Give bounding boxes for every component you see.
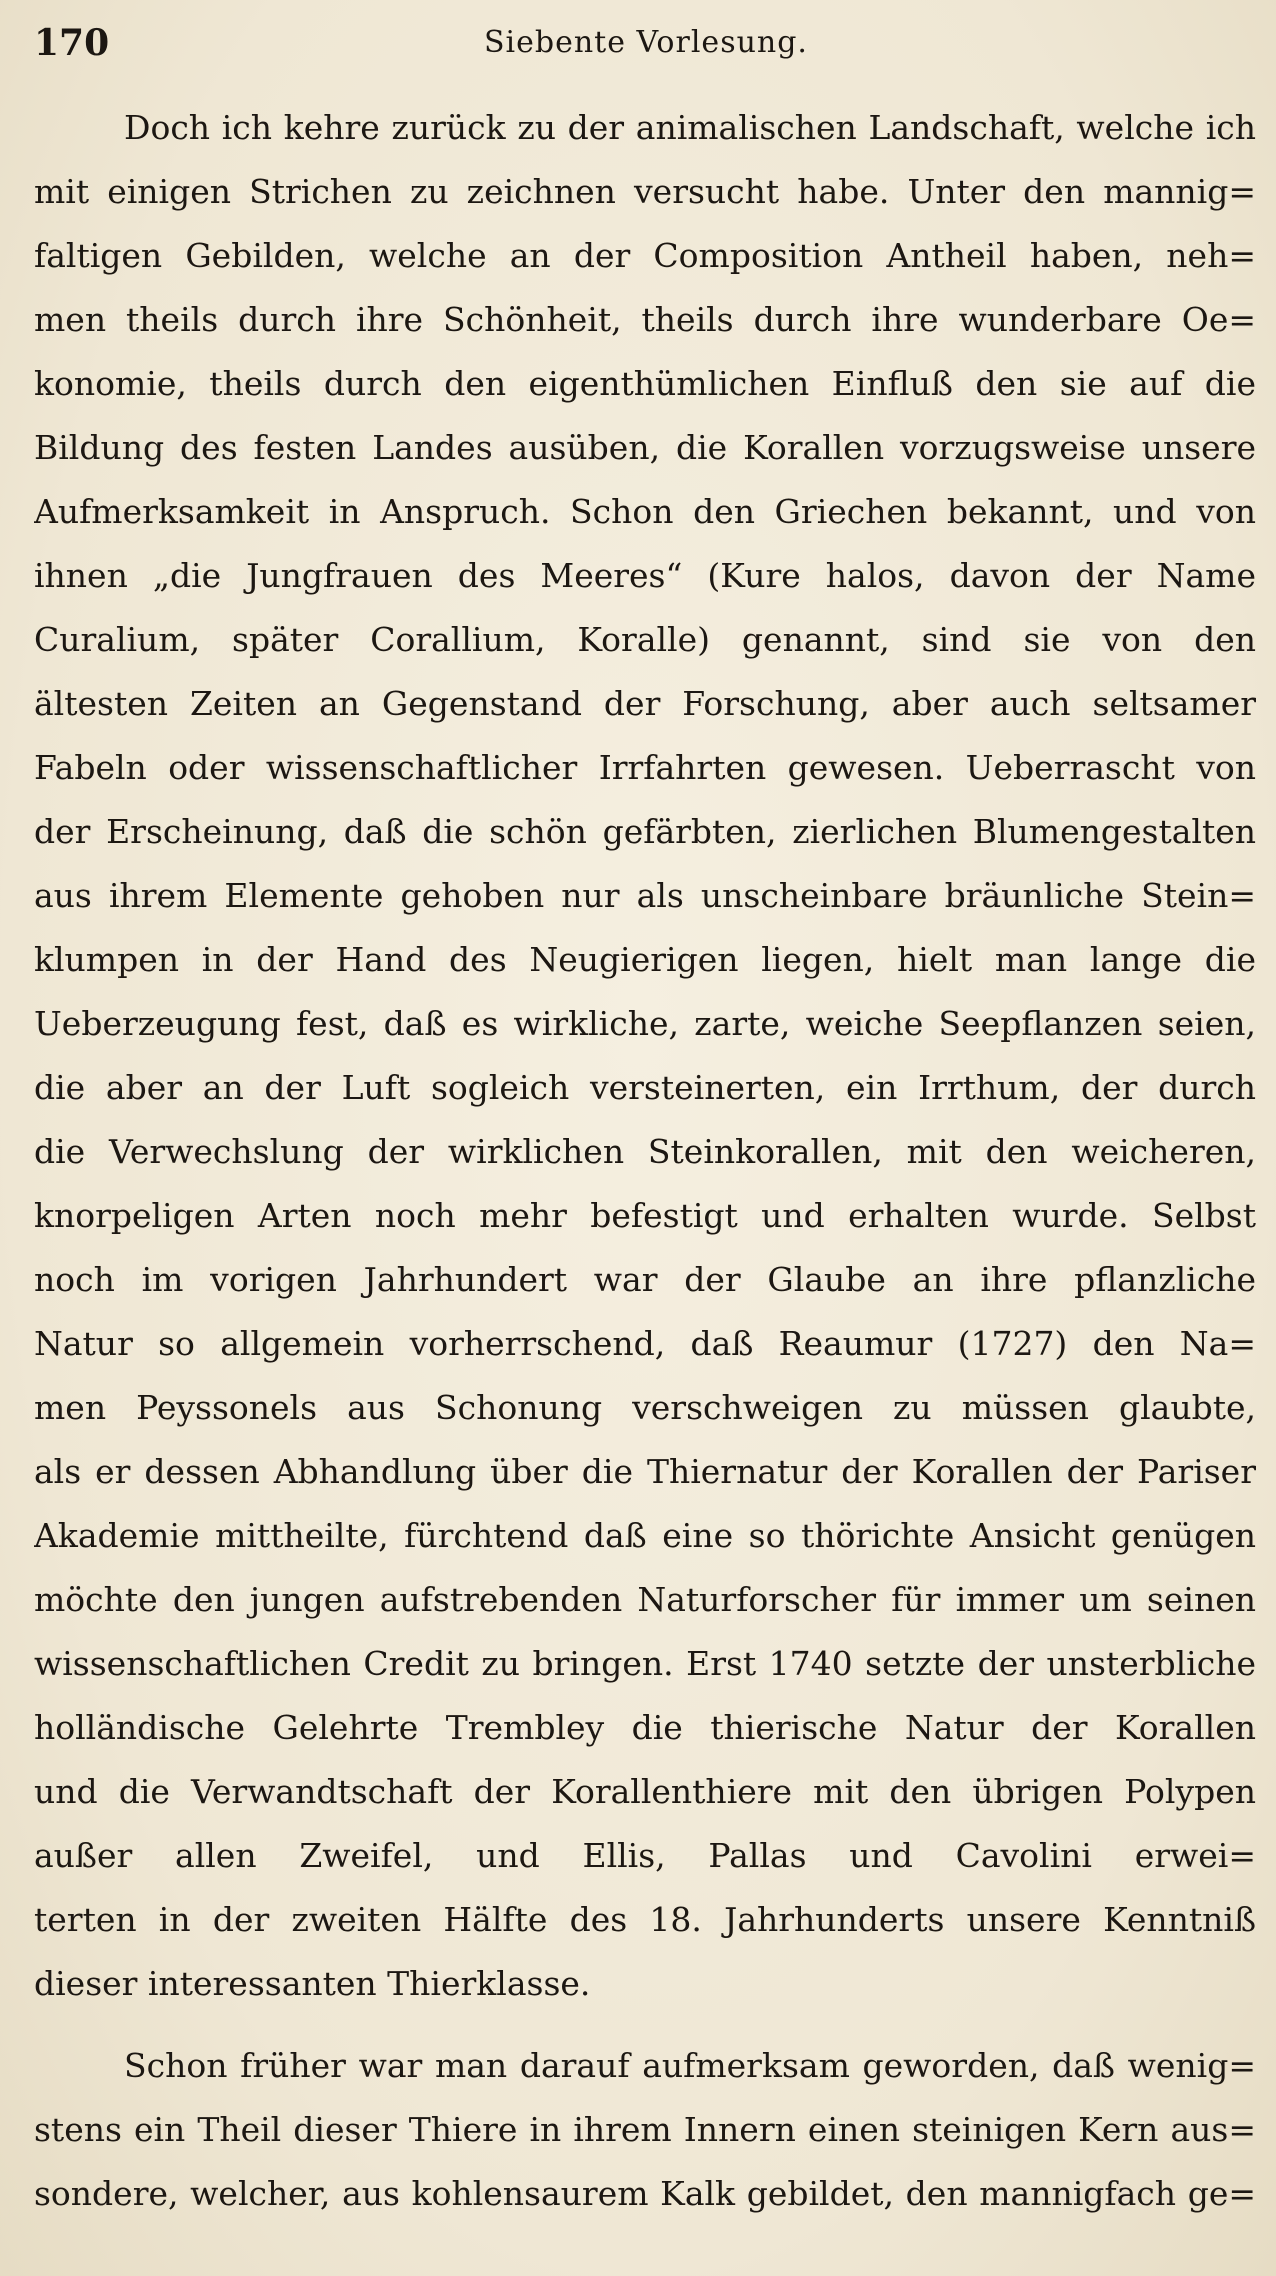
text-line: Ueberzeugung fest, daß es wirkliche, zarte, weiche Seepflanzen seien, — [34, 1004, 1256, 1043]
text-line: Natur so allgemein vorherrschend, daß Reaumur (1727) den Na= — [34, 1324, 1256, 1363]
text-line: Doch ich kehre zurück zu der animalischen Landschaft, welche ich — [124, 108, 1256, 147]
text-line: als er dessen Abhandlung über die Thiernatur der Korallen der Pariser — [34, 1452, 1256, 1491]
text-line: sondere, welcher, aus kohlensaurem Kalk gebildet, den mannigfach ge= — [34, 2174, 1256, 2213]
text-line: men theils durch ihre Schönheit, theils durch ihre wunderbare Oe= — [34, 300, 1256, 339]
text-line: und die Verwandtschaft der Korallenthiere mit den übrigen Polypen — [34, 1772, 1256, 1811]
paragraph-gap — [34, 2016, 1256, 2034]
body-text — [34, 96, 1256, 2226]
text-line: Bildung des festen Landes ausüben, die Korallen vorzugsweise unsere — [34, 428, 1256, 467]
page-number: 170 — [34, 22, 110, 64]
text-line: die Verwechslung der wirklichen Steinkorallen, mit den weicheren, — [34, 1132, 1256, 1171]
text-line: Curalium, später Corallium, Koralle) genannt, sind sie von den — [34, 620, 1256, 659]
text-line: Schon früher war man darauf aufmerksam geworden, daß wenig= — [124, 2046, 1256, 2085]
text-line: Akademie mittheilte, fürchtend daß eine so thörichte Ansicht genügen — [34, 1516, 1256, 1555]
text-line: ältesten Zeiten an Gegenstand der Forschung, aber auch seltsamer — [34, 684, 1256, 723]
running-title: Siebente Vorlesung. — [484, 25, 808, 60]
text-line: aus ihrem Elemente gehoben nur als unscheinbare bräunliche Stein= — [34, 876, 1256, 915]
text-line: die aber an der Luft sogleich versteinerten, ein Irrthum, der durch — [34, 1068, 1256, 1107]
text-line: dieser interessanten Thierklasse. — [34, 1964, 591, 2003]
paragraph-2 — [34, 2034, 1256, 2226]
text-line: wissenschaftlichen Credit zu bringen. Erst 1740 setzte der unsterbliche — [34, 1644, 1256, 1683]
text-line: mit einigen Strichen zu zeichnen versucht habe. Unter den mannig= — [34, 172, 1256, 211]
text-line: stens ein Theil dieser Thiere in ihrem Innern einen steinigen Kern aus= — [34, 2110, 1256, 2149]
text-line: ihnen „die Jungfrauen des Meeres“ (Kure halos, davon der Name — [34, 556, 1256, 595]
text-line: der Erscheinung, daß die schön gefärbten, zierlichen Blumengestalten — [34, 812, 1256, 851]
text-line: möchte den jungen aufstrebenden Naturforscher für immer um seinen — [34, 1580, 1256, 1619]
text-line: faltigen Gebilden, welche an der Composition Antheil haben, neh= — [34, 236, 1256, 275]
text-line: Fabeln oder wissenschaftlicher Irrfahrten gewesen. Ueberrascht von — [34, 748, 1256, 787]
text-line: klumpen in der Hand des Neugierigen liegen, hielt man lange die — [34, 940, 1256, 979]
running-head — [34, 18, 1254, 68]
text-line: knorpeligen Arten noch mehr befestigt und erhalten wurde. Selbst — [34, 1196, 1256, 1235]
text-line: außer allen Zweifel, und Ellis, Pallas und Cavolini erwei= — [34, 1836, 1256, 1875]
paragraph-1 — [34, 96, 1256, 2016]
text-line: holländische Gelehrte Trembley die thierische Natur der Korallen — [34, 1708, 1256, 1747]
text-line: terten in der zweiten Hälfte des 18. Jahrhunderts unsere Kenntniß — [34, 1900, 1256, 1939]
text-line: noch im vorigen Jahrhundert war der Glaube an ihre pflanzliche — [34, 1260, 1256, 1299]
text-line: konomie, theils durch den eigenthümlichen Einfluß den sie auf die — [34, 364, 1256, 403]
text-line: men Peyssonels aus Schonung verschweigen zu müssen glaubte, — [34, 1388, 1256, 1427]
text-line: Aufmerksamkeit in Anspruch. Schon den Griechen bekannt, und von — [34, 492, 1256, 531]
